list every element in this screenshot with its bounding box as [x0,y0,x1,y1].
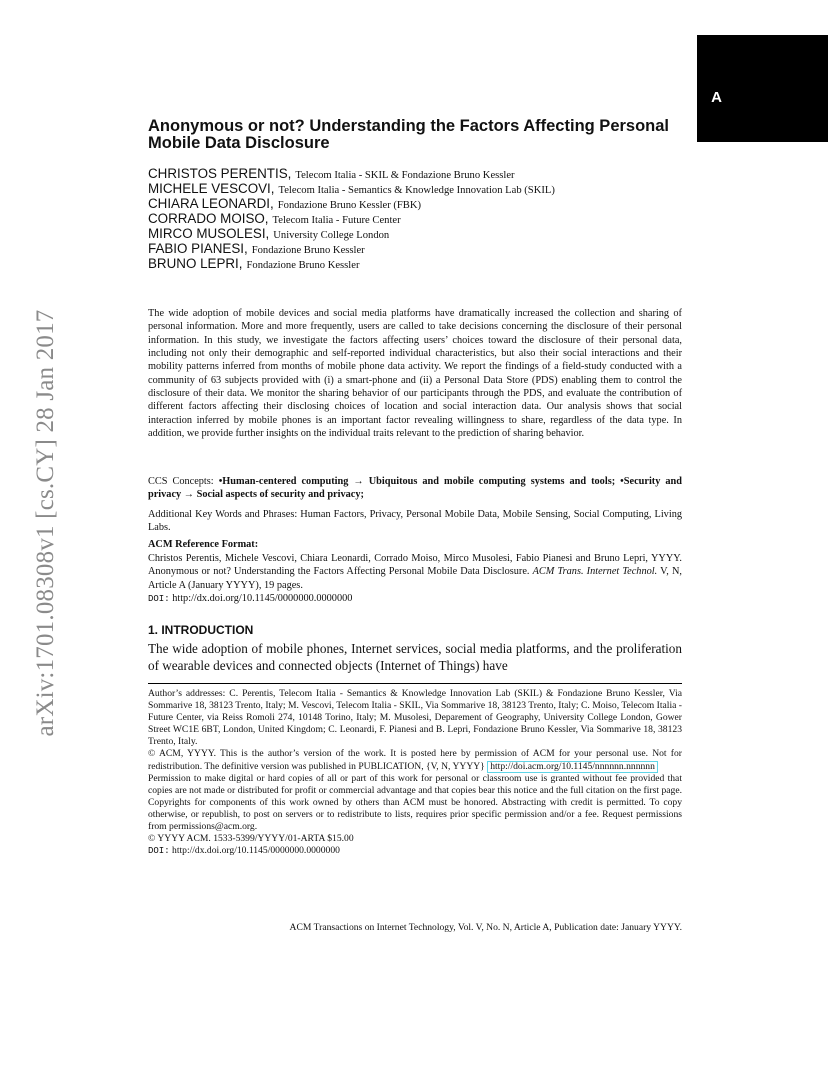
introduction-text: The wide adoption of mobile phones, Internet services, social media platforms, and the proliferation of wearable devices and connected objects (Internet of Things) have [148,641,682,673]
author-affiliation: University College London [273,230,390,241]
issn-line: © YYYY ACM. 1533-5399/YYYY/01-ARTA $15.00 [148,833,354,845]
author-name: CORRADO MOISO, [148,211,269,226]
doi-label: DOI: [148,594,170,605]
author-affiliation: Telecom Italia - Semantics & Knowledge Innovation Lab (SKIL) [278,185,555,196]
author-addresses: Author’s addresses: C. Perentis, Telecom Italia - Semantics & Knowledge Innovation Lab (SKIL) & Fondazione Bruno Kessler, Via Sommarive 18, 38123 Trento, Italy; M. Vescovi, Telecom Italia - SKIL, Via Sommarive 18, 38123 Trento, Italy; C. Moiso, Telecom Italia - Future Center, via Reiss Romoli 274, 10148 Torino, Italy; M. Musolesi, Deparement of Geography, University College London, Gower Street WC1E 6BT, London, United Kingdom; C. Leonardi, F. Pianesi and B. Lepri, Fondazione Bruno Kessler, Via Sommarive 18, 38123 Trento, Italy. [148,688,682,748]
ccs-label: CCS Concepts: [148,476,219,487]
author-list [148,166,688,271]
acm-reference-text: Christos Perentis, Michele Vescovi, Chiara Leonardi, Corrado Moiso, Mirco Musolesi, Fabio Pianesi and Bruno Lepri, YYYY. Anonymous or not? Understanding the Factors Affecting Personal Mobile Data Disclosure. [148,553,682,578]
author-name: MIRCO MUSOLESI, [148,226,270,241]
running-footer: ACM Transactions on Internet Technology, Vol. V, No. N, Article A, Publication date: January YYYY. [289,922,682,933]
author-name: CHIARA LEONARDI, [148,196,274,211]
author-entry [148,226,688,241]
keywords: Additional Key Words and Phrases: Human Factors, Privacy, Personal Mobile Data, Mobile Sensing, Social Computing, Living Labs. [148,509,682,534]
section-heading: 1. INTRODUCTION [148,623,254,637]
author-affiliation: Telecom Italia - SKIL & Fondazione Bruno Kessler [295,170,515,181]
footnote-doi [148,845,682,857]
doi-label: DOI: [148,846,170,857]
acm-reference-journal: ACM Trans. Internet Technol. [532,566,658,578]
doi-link[interactable]: http://dx.doi.org/10.1145/0000000.0000000 [172,593,353,605]
author-affiliation: Fondazione Bruno Kessler [251,245,365,256]
acm-reference-details: V, N, Article A (January YYYY), 19 pages. [148,566,682,591]
author-name: BRUNO LEPRI, [148,256,243,271]
ccs-concept: •Human-centered computing → Ubiquitous and mobile computing systems and tools; [218,476,616,487]
doi-link[interactable]: http://dx.doi.org/10.1145/0000000.0000000 [172,845,340,857]
author-affiliation: Fondazione Bruno Kessler [246,260,360,271]
article-tab-letter: A [711,89,722,106]
permission-notice: Permission to make digital or hard copies of all or part of this work for personal or classroom use is granted without fee provided that copies are not made or distributed for profit or commercial advantage and that copies bear this notice and the full citation on the first page. Copyrights for components of this work owned by others than ACM must be honored. Abstracting with credit is permitted. To copy otherwise, or republish, to post on servers or to redistribute to lists, requires prior specific permission and/or a fee. Request permissions from permissions@acm.org. [148,772,682,833]
author-name: CHRISTOS PERENTIS, [148,166,292,181]
author-entry [148,166,688,181]
copyright-notice [148,748,682,772]
abstract: The wide adoption of mobile devices and social media platforms have dramatically increased the collection and sharing of personal information. More and more frequently, users are called to take decisions concerning the disclosure of their personal information. In this study, we investigate the factors affecting users’ choices toward the disclosure of their personal data, including not only their demographic and self-reported individual characteristics, but also their social interactions and their mobility patterns inferred from months of mobile phone data activity. We report the findings of a field-study conducted with a community of 63 subjects provided with (i) a smart-phone and (ii) a Personal Data Store (PDS) enabling them to control the disclosure of their data. We monitor the sharing behavior of our participants through the PDS, and evaluate the contribution of different factors affecting their disclosing choices of location and social interaction data. Our analysis shows that social interaction inferred by mobile phones is an important factor revealing willingness to share, regardless of the data type. In addition, we provide further insights on the individual traits relevant to the prediction of sharing behavior. [148,308,682,440]
paper-title: Anonymous or not? Understanding the Factors Affecting Personal Mobile Data Disclosure [148,117,670,152]
ccs-concepts [148,475,682,502]
author-affiliation: Fondazione Bruno Kessler (FBK) [277,200,422,211]
article-tab [697,35,828,142]
acm-reference-heading: ACM Reference Format: [148,539,259,550]
author-name: FABIO PIANESI, [148,241,248,256]
footnote-divider [148,683,682,684]
author-entry [148,196,688,211]
footnote [148,688,682,857]
author-affiliation: Telecom Italia - Future Center [272,215,401,226]
author-entry [148,181,688,196]
author-entry [148,256,688,271]
copyright-text: © ACM, YYYY. This is the author’s version of the work. It is posted here by permission of ACM for your personal use. Not for redistribution. The definitive version was published in PUBLICATION, {V, N, YYYY} [148,748,682,772]
ccs-concept: •Security and privacy → Social aspects of security and privacy; [148,476,683,501]
definitive-version-link[interactable]: http://doi.acm.org/10.1145/nnnnnn.nnnnnn [487,761,658,773]
author-entry [148,241,688,256]
acm-reference [148,552,682,606]
author-entry [148,211,688,226]
arxiv-side-stamp: arXiv:1701.08308v1 [cs.CY] 28 Jan 2017 [32,309,59,737]
author-name: MICHELE VESCOVI, [148,181,275,196]
